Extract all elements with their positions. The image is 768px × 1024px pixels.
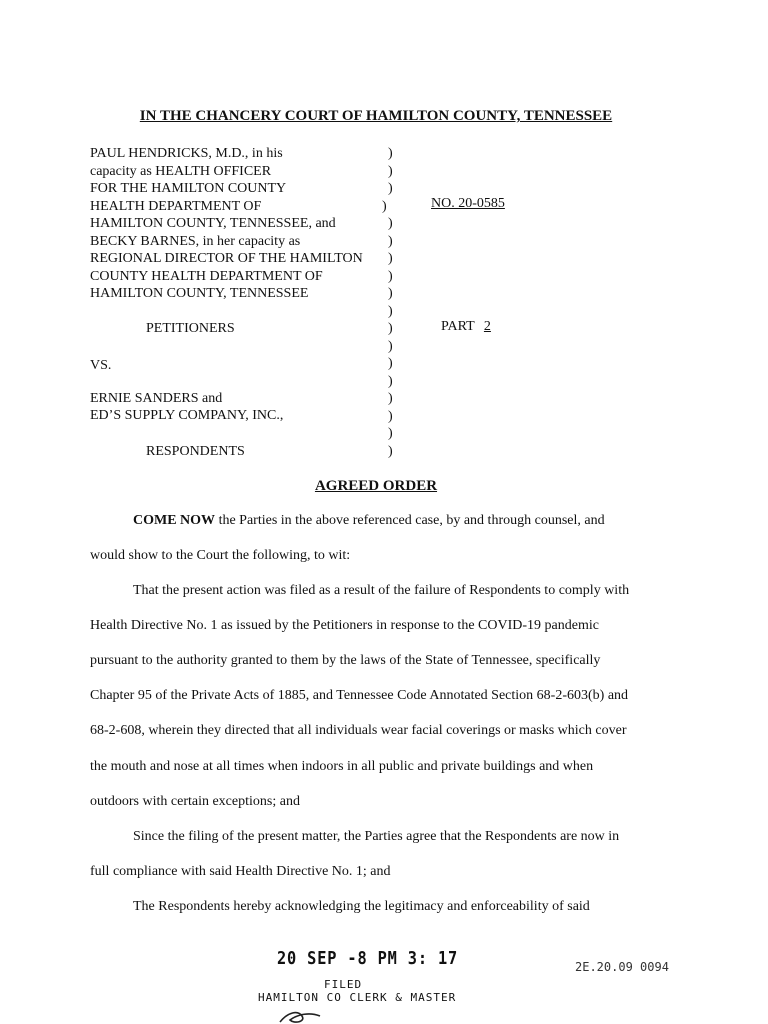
paren-mark: )	[388, 268, 393, 284]
body-line: pursuant to the authority granted to them by the laws of the State of Tennessee, specifically	[90, 653, 601, 668]
paren-mark: )	[388, 426, 393, 441]
caption-petitioners-block	[90, 145, 363, 303]
respondent-name: ERNIE SANDERS and	[90, 391, 223, 406]
paren-mark: )	[388, 216, 393, 231]
part-designation	[441, 319, 491, 335]
clerk-office-stamp: HAMILTON CO CLERK & MASTER	[258, 991, 457, 1004]
paren-mark: )	[382, 198, 387, 214]
caption-line: REGIONAL DIRECTOR OF THE HAMILTON	[90, 251, 363, 266]
paren-mark: )	[388, 303, 393, 319]
body-line: the mouth and nose at all times when indoors in all public and private buildings and when	[90, 759, 594, 774]
versus-label: VS.	[90, 358, 112, 373]
caption-line: HEALTH DEPARTMENT OF	[90, 198, 262, 214]
signature-mark	[276, 1008, 326, 1024]
body-line: Since the filing of the present matter, the Parties agree that the Respondents are now in	[133, 829, 620, 844]
caption-line: HAMILTON COUNTY, TENNESSEE	[90, 286, 309, 301]
paren-mark: )	[388, 251, 393, 266]
respondents-label: RESPONDENTS	[146, 444, 245, 459]
body-line-text: the Parties in the above referenced case, by and through counsel, and	[215, 513, 605, 528]
paren-mark: )	[388, 163, 393, 179]
part-number: 2	[483, 319, 491, 334]
body-line	[133, 512, 605, 530]
body-line: full compliance with said Health Directive No. 1; and	[90, 864, 391, 879]
court-title: IN THE CHANCERY COURT OF HAMILTON COUNTY, TENNESSEE	[139, 108, 613, 124]
petitioners-label: PETITIONERS	[146, 321, 235, 336]
respondent-name: ED’S SUPPLY COMPANY, INC.,	[90, 408, 284, 423]
paren-mark: )	[388, 391, 393, 406]
bates-number: 2E.20.09 0094	[575, 960, 669, 974]
case-number: NO. 20-0585	[431, 196, 505, 211]
caption-line: HAMILTON COUNTY, TENNESSEE, and	[90, 216, 336, 231]
paren-mark: )	[388, 373, 393, 389]
caption-line: FOR THE HAMILTON COUNTY	[90, 181, 287, 196]
filed-date-stamp: 20 SEP -8 PM 3: 17	[277, 948, 459, 969]
body-line: The Respondents hereby acknowledging the legitimacy and enforceability of said	[133, 899, 590, 914]
paren-mark: )	[388, 356, 393, 371]
caption-line: COUNTY HEALTH DEPARTMENT OF	[90, 268, 323, 284]
paren-mark: )	[388, 443, 393, 459]
caption-line: BECKY BARNES, in her capacity as	[90, 233, 301, 249]
caption-parenthesis-column	[382, 145, 393, 460]
body-line: would show to the Court the following, to wit:	[90, 548, 351, 563]
body-line: outdoors with certain exceptions; and	[90, 794, 300, 809]
paren-mark: )	[388, 146, 393, 161]
body-line: Health Directive No. 1 as issued by the Petitioners in response to the COVID-19 pandemic	[90, 618, 599, 633]
body-line: 68-2-608, wherein they directed that all individuals wear facial coverings or masks which cover	[90, 723, 627, 738]
body-line: Chapter 95 of the Private Acts of 1885, and Tennessee Code Annotated Section 68-2-603(b) and	[90, 688, 629, 703]
filed-stamp-label: FILED	[324, 978, 363, 991]
body-line: That the present action was filed as a result of the failure of Respondents to comply with	[133, 583, 630, 598]
come-now-phrase: COME NOW	[133, 513, 216, 528]
paren-mark: )	[388, 286, 393, 301]
caption-line: PAUL HENDRICKS, M.D., in his	[90, 146, 283, 161]
paren-mark: )	[388, 321, 393, 336]
paren-mark: )	[388, 408, 393, 424]
order-title: AGREED ORDER	[314, 478, 438, 494]
caption-line: capacity as HEALTH OFFICER	[90, 163, 272, 179]
paren-mark: )	[388, 233, 393, 249]
paren-mark: )	[388, 181, 393, 196]
paren-mark: )	[388, 338, 393, 354]
part-label: PART	[441, 319, 475, 334]
